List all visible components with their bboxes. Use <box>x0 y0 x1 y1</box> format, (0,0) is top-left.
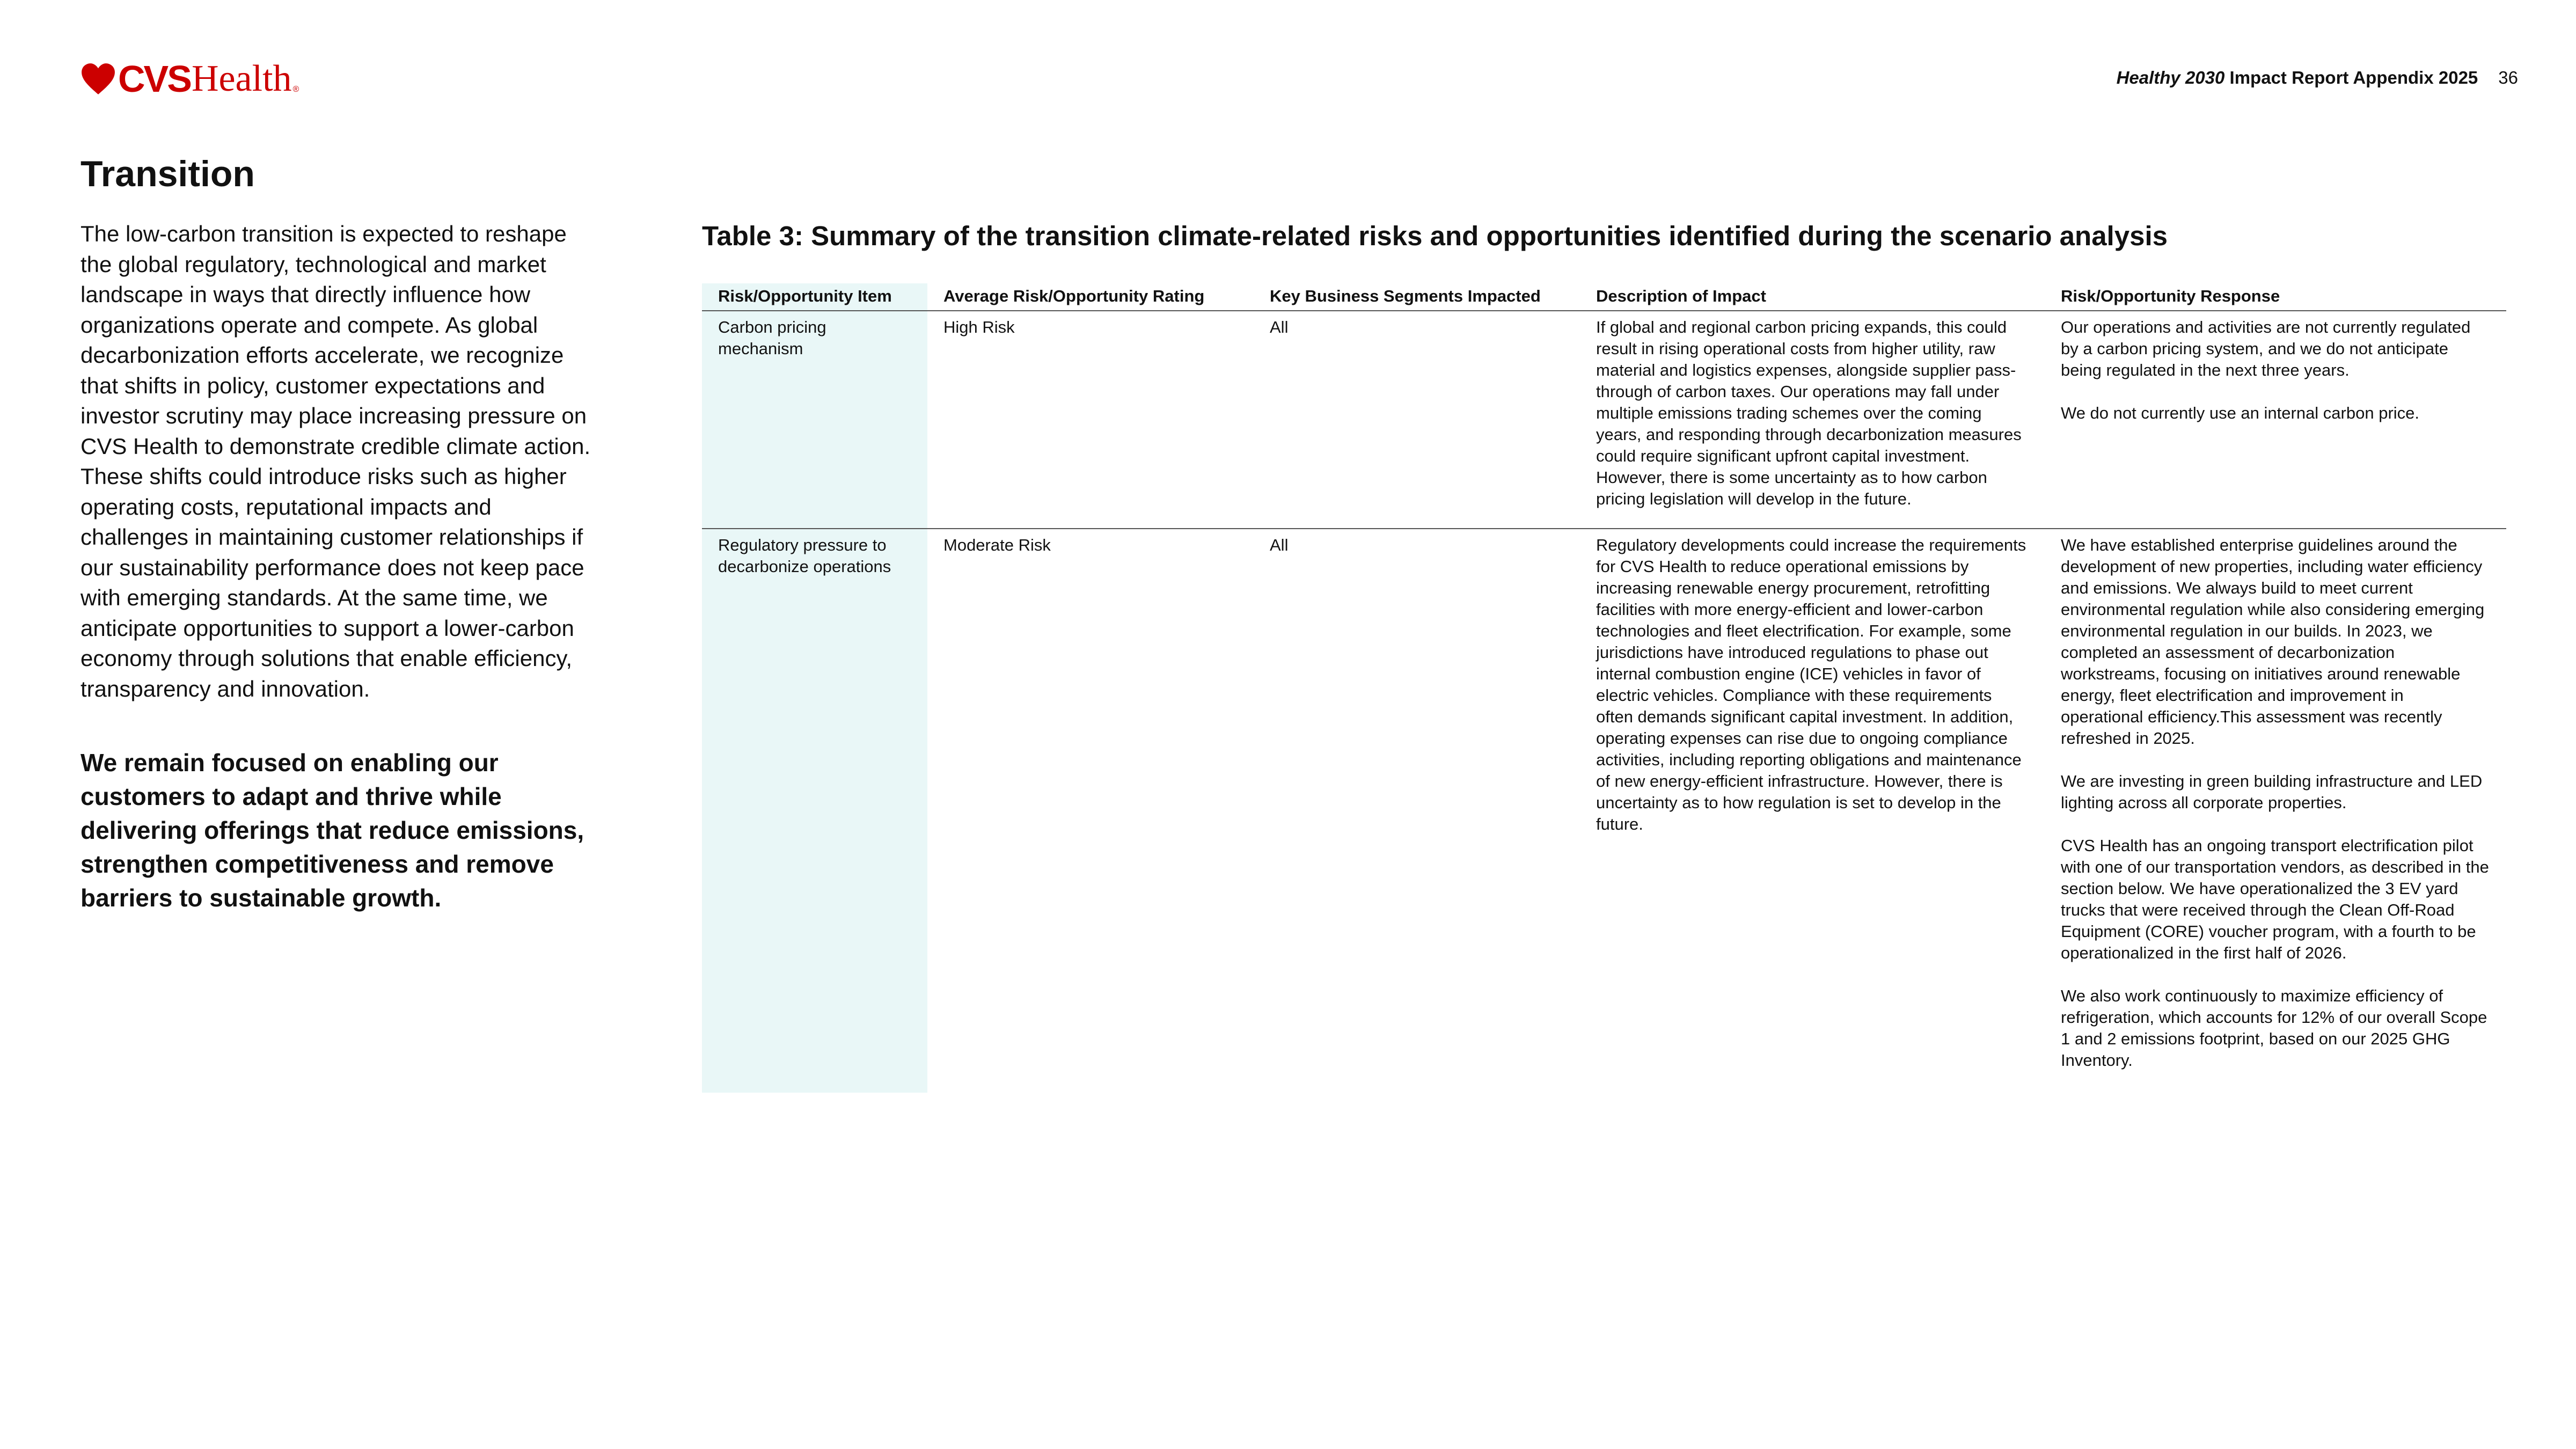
section-title: Transition <box>80 153 255 194</box>
lead-statement: We remain focused on enabling our customers to adapt and thrive while delivering offerings that reduce emissions, strengthen competitiveness and remove barriers to sustainable growth. <box>80 749 584 912</box>
cell-rating: High Risk <box>927 311 1254 529</box>
cell-impact: If global and regional carbon pricing expands, this could result in rising operational costs from higher utility, raw material and logistics expenses, alongside supplier pass-through of carbon taxes. Our operations may fall under multiple emissions trading schemes over the coming years, and responding through decarbonization measures could require significant upfront capital investment. However, there is some uncertainty as to how carbon pricing legislation will develop in the future. <box>1580 311 2045 529</box>
cvs-health-logo <box>80 60 299 98</box>
logo-cvs-text: CVS <box>118 58 191 100</box>
intro-paragraph: The low-carbon transition is expected to reshape the global regulatory, technological and market landscape in ways that directly influence how organizations operate and compete. As global decarbonization efforts accelerate, we recognize that shifts in policy, customer expectations and investor scrutiny may place increasing pressure on CVS Health to demonstrate credible climate action. These shifts could introduce risks such as higher operating costs, reputational impacts and challenges in maintaining customer relationships if our sustainability performance does not keep pace with emerging standards. At the same time, we anticipate opportunities to support a lower-carbon economy through solutions that enable efficiency, transparency and innovation. <box>80 221 591 701</box>
table-title: Table 3: Summary of the transition climate-related risks and opportunities identified during the scenario analysis <box>702 221 2168 251</box>
cell-response: We have established enterprise guidelines around the development of new properties, including water efficiency and emissions. We always build to meet current environmental regulation while also considering emerging environmental regulation in our builds. In 2023, we completed an assessment of decarbonization workstreams, focusing on initiatives around renewable energy, fleet electrification and improvement in operational efficiency.This assessment was recently refreshed in 2025. We are investing in green building infrastructure and LED lighting across all corporate properties. CVS Health has an ongoing transport electrification pilot with one of our transportation vendors, as described in the section below. We have operationalized the 3 EV yard trucks that were received through the Clean Off-Road Equipment (CORE) voucher program, with a fourth to be operationalized in the first half of 2026. We also work continuously to maximize efficiency of refrigeration, which accounts for 12% of our overall Scope 1 and 2 emissions footprint, based on our 2025 GHG Inventory. <box>2061 536 2489 1070</box>
table-row <box>702 529 2506 1093</box>
cell-segments: All <box>1270 536 1289 554</box>
heart-icon <box>80 62 116 96</box>
header-segments: Key Business Segments Impacted <box>1254 283 1580 311</box>
cell-impact: Regulatory developments could increase the requirements for CVS Health to reduce operational emissions by increasing renewable energy procurement, retrofitting facilities with more energy-efficient and lower-carbon technologies and fleet electrification. For example, some jurisdictions have introduced regulations to phase out internal combustion engine (ICE) vehicles in favor of electric vehicles. Compliance with these requirements often demands significant capital investment. In addition, operating expenses can rise due to ongoing compliance activities, including reporting obligations and maintenance of new energy-efficient infrastructure. However, there is uncertainty as to how regulation is set to develop in the future. <box>1596 536 2026 833</box>
header-response: Risk/Opportunity Response <box>2045 283 2506 311</box>
cell-segments: All <box>1254 311 1580 529</box>
report-title-rest: Impact Report Appendix 2025 <box>2224 68 2478 87</box>
header-impact: Description of Impact <box>1580 283 2045 311</box>
page-number: 36 <box>2498 68 2518 87</box>
header-rating: Average Risk/Opportunity Rating <box>927 283 1254 311</box>
header-risk-item: Risk/Opportunity Item <box>702 283 927 311</box>
cell-risk-item: Carbon pricing mechanism <box>702 311 927 529</box>
cell-response: Our operations and activities are not currently regulated by a carbon pricing system, and we do not anticipate being regulated in the next three years. We do not currently use an internal carbon price. <box>2045 311 2506 529</box>
logo-health-text: Health <box>191 58 292 99</box>
report-title-italic: Healthy 2030 <box>2116 68 2225 87</box>
report-header <box>2117 68 2518 88</box>
cell-risk-item: Regulatory pressure to decarbonize operations <box>702 529 927 1093</box>
cell-rating: Moderate Risk <box>943 536 1051 554</box>
table-header-row <box>702 283 2506 311</box>
table-row <box>702 311 2506 529</box>
logo-trademark: ® <box>292 85 299 94</box>
risk-table <box>702 283 2506 1093</box>
